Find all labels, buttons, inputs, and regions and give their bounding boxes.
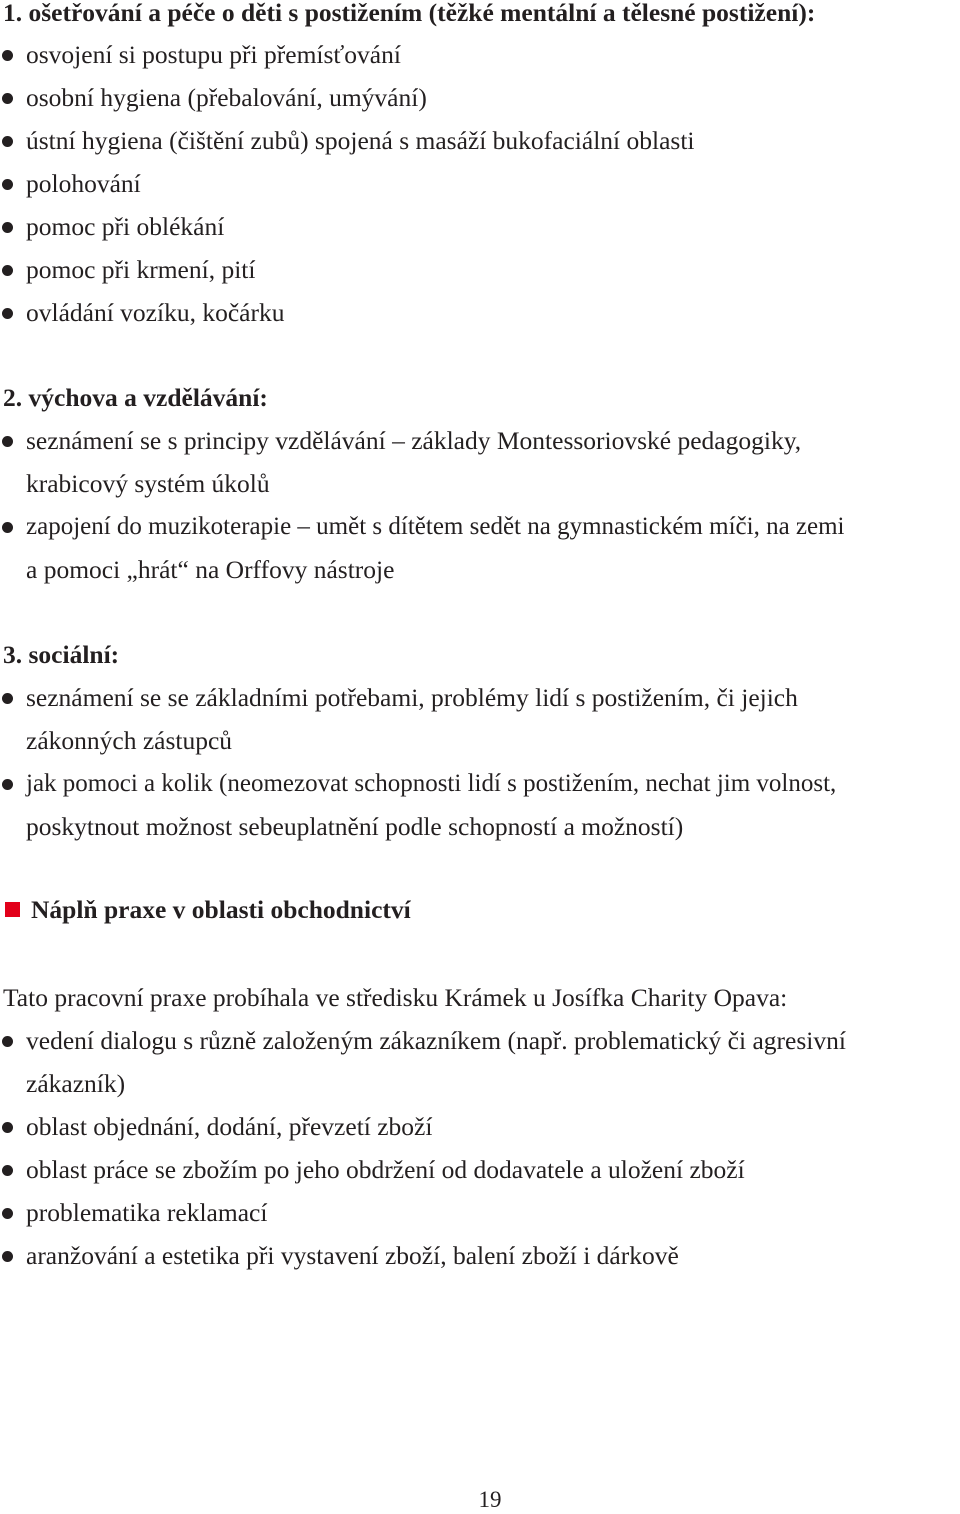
bullet-icon [2, 693, 13, 704]
list-item: seznámení se se základními potřebami, problémy lidí s postižením, či jejich [26, 683, 798, 712]
list-item: osobní hygiena (přebalování, umývání) [26, 83, 427, 112]
bullet-icon [2, 93, 13, 104]
list-item: polohování [26, 169, 141, 198]
list-item: pomoc při oblékání [26, 212, 225, 241]
bullet-icon [2, 1165, 13, 1176]
bullet-icon [2, 265, 13, 276]
list-item-continuation: a pomoci „hrát“ na Orffovy nástroje [26, 555, 395, 584]
list-item-continuation: zákonných zástupců [26, 726, 233, 755]
bullet-icon [2, 1251, 13, 1262]
list-item-continuation: zákazník) [26, 1069, 126, 1098]
list-item: ovládání vozíku, kočárku [26, 298, 285, 327]
list-item: vedení dialogu s různě založeným zákazníkem (např. problematický či agresivní [26, 1026, 846, 1055]
practice-title: Náplň praxe v oblasti obchodnictví [31, 895, 411, 924]
section-1-heading: 1. ošetřování a péče o děti s postižením (těžké mentální a tělesné postižení): [3, 0, 816, 27]
list-item-continuation: poskytnout možnost sebeuplatnění podle schopností a možností) [26, 812, 684, 841]
bullet-icon [2, 136, 13, 147]
bullet-icon [2, 1036, 13, 1047]
bullet-icon [2, 779, 13, 790]
list-item: osvojení si postupu při přemísťování [26, 40, 401, 69]
list-item: oblast práce se zbožím po jeho obdržení od dodavatele a uložení zboží [26, 1155, 745, 1184]
list-item: pomoc při krmení, pití [26, 255, 256, 284]
list-item: problematika reklamací [26, 1198, 268, 1227]
list-item: aranžování a estetika při vystavení zboží, balení zboží i dárkově [26, 1241, 679, 1270]
bullet-icon [2, 222, 13, 233]
section-2-heading: 2. výchova a vzdělávání: [3, 383, 268, 412]
bullet-icon [2, 1122, 13, 1133]
section-marker-icon [5, 902, 20, 917]
bullet-icon [2, 1208, 13, 1219]
bullet-icon [2, 308, 13, 319]
list-item-continuation: krabicový systém úkolů [26, 469, 270, 498]
bullet-icon [2, 50, 13, 61]
section-3-heading: 3. sociální: [3, 640, 120, 669]
bullet-icon [2, 522, 13, 533]
bullet-icon [2, 179, 13, 190]
practice-intro: Tato pracovní praxe probíhala ve středisku Krámek u Josífka Charity Opava: [3, 983, 788, 1012]
list-item: ústní hygiena (čištění zubů) spojená s masáží bukofaciální oblasti [26, 126, 695, 155]
page-number: 19 [478, 1487, 502, 1512]
list-item: seznámení se s principy vzdělávání – základy Montessoriovské pedagogiky, [26, 426, 802, 455]
list-item: jak pomoci a kolik (neomezovat schopnosti lidí s postižením, nechat jim volnost, [26, 770, 837, 797]
list-item: oblast objednání, dodání, převzetí zboží [26, 1112, 433, 1141]
list-item: zapojení do muzikoterapie – umět s dítětem sedět na gymnastickém míči, na zemi [26, 513, 845, 540]
bullet-icon [2, 436, 13, 447]
